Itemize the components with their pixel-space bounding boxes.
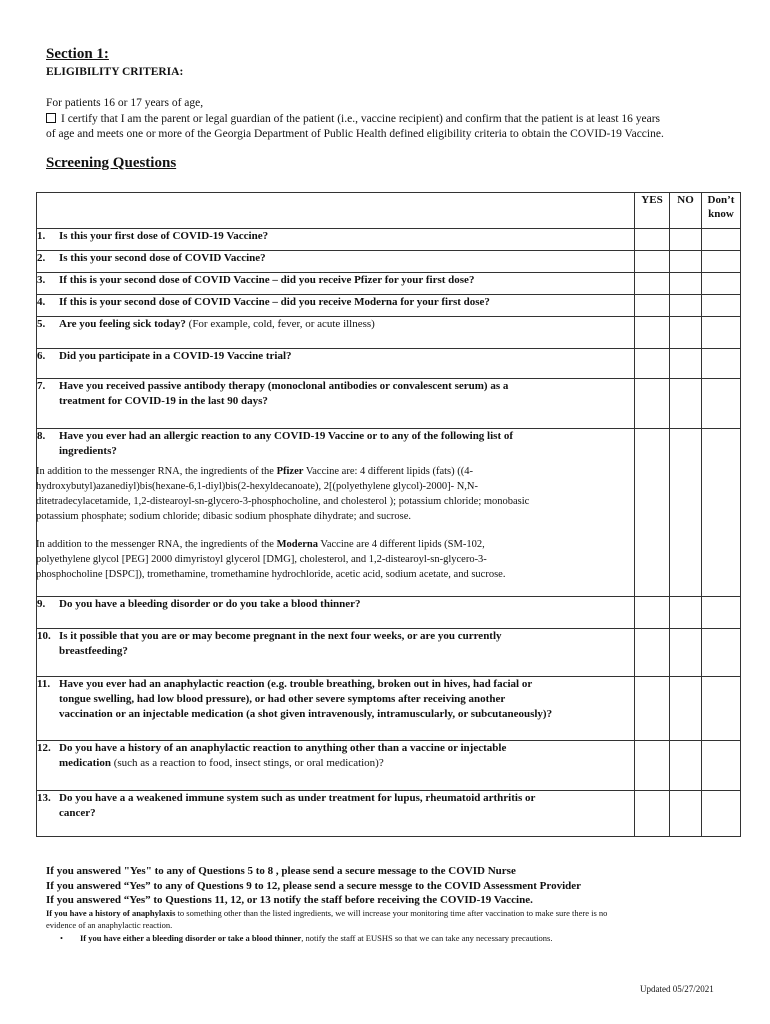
question-1-text: Is this your first dose of COVID-19 Vaccine? [59,230,269,242]
screening-title: Screening Questions [46,155,177,171]
question-row-12: 12. Do you have a history of an anaphylactic reaction to anything other than a vaccine or injectable medication (such as a reaction to food, insect stings, or oral medication)? [37,741,741,791]
question-row-3: 3. If this is your second dose of COVID Vaccine – did you receive Pfizer for your first dose? [37,273,741,295]
question-4-text: If this is your second dose of COVID Vaccine – did you receive Moderna for your first dose? [59,296,490,308]
question-10-text: Is it possible that you are or may become pregnant in the next four weeks, or are you currently breastfeeding? [59,630,502,657]
section-title: Section 1: [46,46,109,62]
q11-no-cell[interactable] [670,677,702,741]
question-6-text: Did you participate in a COVID-19 Vaccine trial? [59,350,292,362]
question-5-text: Are you feeling sick today? (For example, cold, fever, or acute illness) [59,318,375,330]
question-row-8: 8. Have you ever had an allergic reaction to any COVID-19 Vaccine or to any of the following list of ingredients? In addition to the messenger RNA, the ingredients of the Pfizer Vaccine are: 4 different lipids (fats) ((4- hydroxybutyl)azanediyl)bis(hexane-6,1-diyl)bis(2-hexyldecanoate), 2[(polyethylene glycol)-2000]- N,N- ditetradecylacetamide, 1,2-distearoyl-sn-glycero-3-phosphocholine, and cholesterol ); potassium chloride; monobasic potassium phosphate; sodium chloride; dibasic sodium phosphate dihydrate; and sucrose. In addition to the messenger RNA, the ingredients of the Moderna Vaccine are 4 different lipids (SM-102, polyethylene glycol [PEG] 2000 dimyristoyl glycerol [DMG], cholesterol, and 1,2-distearoyl-sn-glycero-3- phosphocholine [DSPC]), tromethamine, tromethamine hydrochloride, acetic acid, sodium acetate, and sucrose. [37,429,741,597]
intro-line: For patients 16 or 17 years of age, [46,97,204,109]
question-2-text: Is this your second dose of COVID Vaccine? [59,252,266,264]
q2-yes-cell[interactable] [635,251,670,273]
screening-table [36,192,741,837]
eligibility-intro [46,96,746,143]
q9-no-cell[interactable] [670,597,702,629]
q6-no-cell[interactable] [670,349,702,379]
q12-dont-know-cell[interactable] [702,741,741,791]
yes-header: YES [635,193,670,229]
q6-dont-know-cell[interactable] [702,349,741,379]
certification-line [46,112,746,128]
bullet-icon: • [60,933,63,943]
q6-yes-cell[interactable] [635,349,670,379]
q3-no-cell[interactable] [670,273,702,295]
note-2: If you answered “Yes” to any of Questions 9 to 12, please send a secure messge to the COVID Assessment Provider [46,879,582,892]
certification-text: I certify that I am the parent or legal guardian of the patient (i.e., vaccine recipient) and confirm that the patient is at least 16 years [61,112,661,125]
question-3-text: If this is your second dose of COVID Vaccine – did you receive Pfizer for your first dose? [59,274,475,286]
eligibility-title: ELIGIBILITY CRITERIA: [46,66,184,78]
q2-no-cell[interactable] [670,251,702,273]
question-13-text: Do you have a a weakened immune system such as under treatment for lupus, rheumatoid arthritis or cancer? [59,792,536,819]
note-3: If you answered “Yes” to Questions 11, 12, or 13 notify the staff before receiving the COVID-19 Vaccine. [46,894,533,906]
certify-checkbox[interactable] [46,113,56,123]
q7-yes-cell[interactable] [635,379,670,429]
q10-no-cell[interactable] [670,629,702,677]
q8-yes-cell[interactable] [635,429,670,597]
question-row-1: 1. Is this your first dose of COVID-19 Vaccine? [37,229,741,251]
q11-dont-know-cell[interactable] [702,677,741,741]
q1-no-cell[interactable] [670,229,702,251]
q1-dont-know-cell[interactable] [702,229,741,251]
q13-dont-know-cell[interactable] [702,791,741,837]
dont-know-header: Don’t know [702,193,741,229]
question-7-text: Have you received passive antibody therapy (monoclonal antibodies or convalescent serum) as a treatment for COVID-19 in the last 90 days? [59,380,509,407]
question-row-2: 2. Is this your second dose of COVID Vaccine? [37,251,741,273]
q9-yes-cell[interactable] [635,597,670,629]
bleeding-note: • If you have either a bleeding disorder or take a blood thinner, notify the staff at EUSHS so that we can take any necessary precautions. [60,933,553,943]
q13-no-cell[interactable] [670,791,702,837]
note-1: If you answered "Yes" to any of Questions 5 to 8 , please send a secure message to the COVID Nurse [46,865,516,877]
q10-yes-cell[interactable] [635,629,670,677]
question-11-text: Have you ever had an anaphylactic reaction (e.g. trouble breathing, broken out in hives, had facial or tongue swelling, had low blood pressure), or had other severe symptoms after receiving another vaccination or an injectable medication (a shot given intravenously, intramuscularly, or subcutaneously)? [59,678,553,720]
question-12-text: Do you have a history of an anaphylactic reaction to anything other than a vaccine or injectable medication (such as a reaction to food, insect stings, or oral medication)? [59,742,507,769]
q7-dont-know-cell[interactable] [702,379,741,429]
q2-dont-know-cell[interactable] [702,251,741,273]
question-row-6: 6. Did you participate in a COVID-19 Vaccine trial? [37,349,741,379]
question-9-text: Do you have a bleeding disorder or do you take a blood thinner? [59,598,361,610]
header-row [37,193,741,229]
q5-no-cell[interactable] [670,317,702,349]
q13-yes-cell[interactable] [635,791,670,837]
q1-yes-cell[interactable] [635,229,670,251]
question-row-10: 10. Is it possible that you are or may become pregnant in the next four weeks, or are you currently breastfeeding? [37,629,741,677]
q12-no-cell[interactable] [670,741,702,791]
question-row-13: 13. Do you have a a weakened immune system such as under treatment for lupus, rheumatoid arthritis or cancer? [37,791,741,837]
updated-date: Updated 05/27/2021 [640,984,714,994]
question-row-7: 7. Have you received passive antibody therapy (monoclonal antibodies or convalescent serum) as a treatment for COVID-19 in the last 90 days? [37,379,741,429]
question-8-text: Have you ever had an allergic reaction to any COVID-19 Vaccine or to any of the following list of ingredients? [59,430,514,457]
question-row-9: 9. Do you have a bleeding disorder or do you take a blood thinner? [37,597,741,629]
certification-line-2: of age and meets one or more of the Georgia Department of Public Health defined eligibility criteria to obtain the COVID-19 Vaccine. [46,128,664,140]
q10-dont-know-cell[interactable] [702,629,741,677]
pfizer-ingredients: In addition to the messenger RNA, the ingredients of the Pfizer Vaccine are: 4 different lipids (fats) ((4- hydroxybutyl)azanediyl)bis(hexane-6,1-diyl)bis(2-hexyldecanoate), 2[(polyethylene glycol)-2000]- N,N- ditetradecylacetamide, 1,2-distearoyl-sn-glycero-3-phosphocholine, and cholesterol ); potassium chloride; monobasic potassium phosphate; sodium chloride; dibasic sodium phosphate dihydrate; and sucrose. [36,466,530,522]
instructions [46,864,581,908]
q5-dont-know-cell[interactable] [702,317,741,349]
q3-yes-cell[interactable] [635,273,670,295]
q4-yes-cell[interactable] [635,295,670,317]
moderna-ingredients: In addition to the messenger RNA, the ingredients of the Moderna Vaccine are 4 different lipids (SM-102, polyethylene glycol [PEG] 2000 dimyristoyl glycerol [DMG], cholesterol, and 1,2-distearoyl-sn-glycero-3- phosphocholine [DSPC]), tromethamine, tromethamine hydrochloride, acetic acid, sodium acetate, and sucrose. [36,539,506,580]
no-header: NO [670,193,702,229]
question-row-4: 4. If this is your second dose of COVID Vaccine – did you receive Moderna for your first dose? [37,295,741,317]
q11-yes-cell[interactable] [635,677,670,741]
question-row-11: 11. Have you ever had an anaphylactic reaction (e.g. trouble breathing, broken out in hives, had facial or tongue swelling, had low blood pressure), or had other severe symptoms after receiving another vaccination or an injectable medication (a shot given intravenously, intramuscularly, or subcutaneously)? [37,677,741,741]
q8-dont-know-cell[interactable] [702,429,741,597]
q5-yes-cell[interactable] [635,317,670,349]
q4-no-cell[interactable] [670,295,702,317]
q7-no-cell[interactable] [670,379,702,429]
question-row-5: 5. Are you feeling sick today? (For example, cold, fever, or acute illness) [37,317,741,349]
q4-dont-know-cell[interactable] [702,295,741,317]
q9-dont-know-cell[interactable] [702,597,741,629]
q12-yes-cell[interactable] [635,741,670,791]
q8-no-cell[interactable] [670,429,702,597]
anaphylaxis-note: If you have a history of anaphylaxis to something other than the listed ingredients, we will increase your monitoring time after vaccination to make sure there is no evidence of an anaphylactic reaction. [46,908,608,930]
q3-dont-know-cell[interactable] [702,273,741,295]
